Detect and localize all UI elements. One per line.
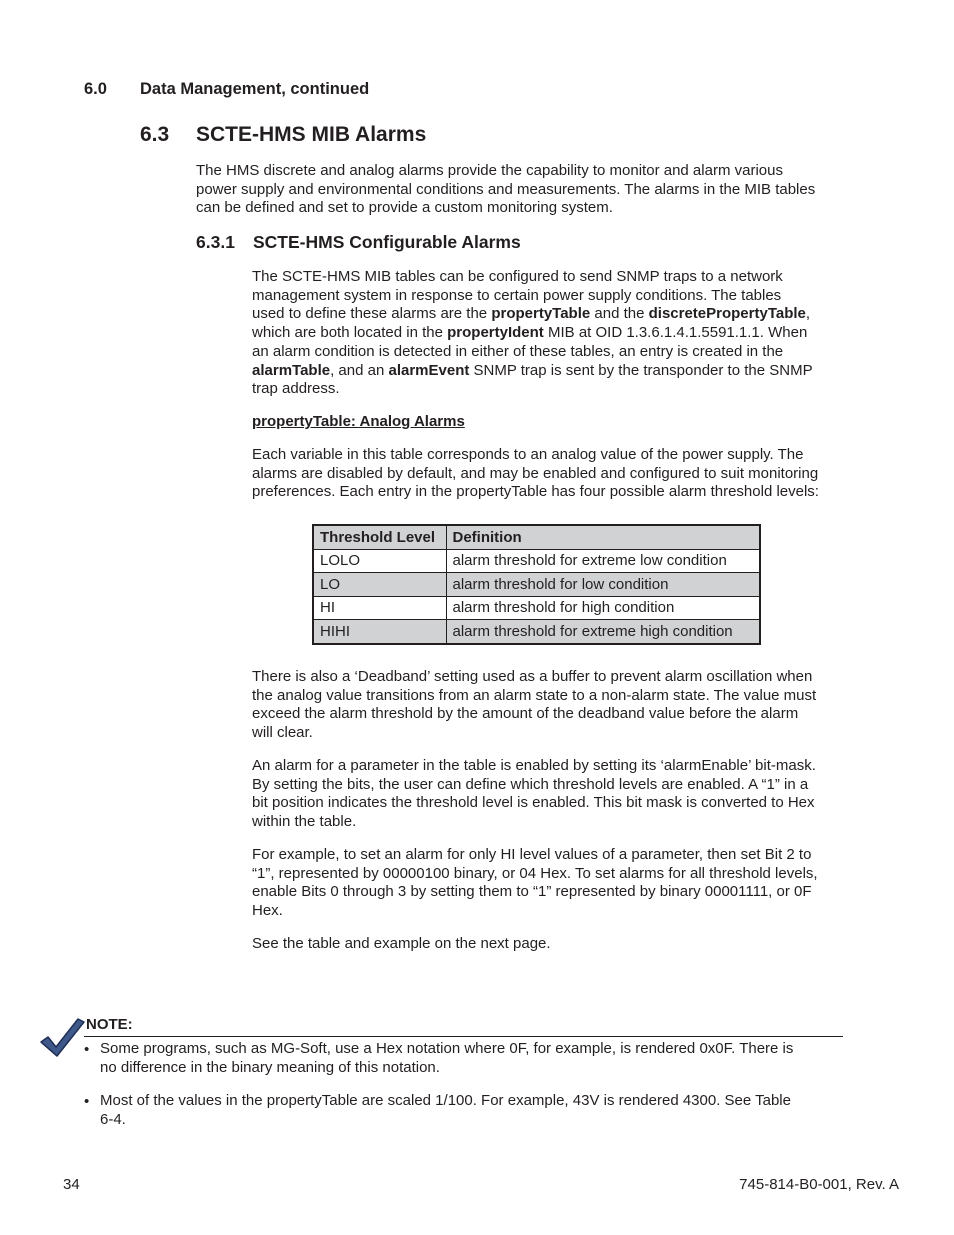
paragraph-snmp-traps	[252, 268, 852, 399]
checkmark-icon	[38, 1016, 86, 1058]
paragraph-example	[252, 846, 862, 921]
note-divider	[84, 1036, 843, 1037]
text-line: alarms are disabled by default, and may be enabled and configured to suit monitoring	[252, 464, 819, 482]
table-cell: HIHI	[313, 620, 446, 644]
term-alarm-event: alarmEvent	[388, 361, 470, 379]
text-run: , and an	[330, 361, 389, 379]
subsection-number: 6.3.1	[196, 232, 235, 252]
header-section-number: 6.0	[84, 80, 107, 98]
section-intro	[196, 162, 856, 218]
text-line: For example, to set an alarm for only HI level values of a parameter, then set Bit 2 to	[252, 846, 812, 863]
section-number: 6.3	[140, 123, 170, 146]
table-cell: alarm threshold for low condition	[446, 573, 760, 597]
text-line: an alarm condition is detected in either of these tables, an entry is created in the	[252, 342, 784, 360]
paragraph-analog-intro	[252, 446, 862, 502]
text-run: ,	[805, 305, 811, 323]
intro-line: power supply and environmental conditions and measurements. The alarms in the MIB tables	[196, 180, 816, 198]
table-cell: alarm threshold for extreme low condition	[446, 549, 760, 573]
note-bullet	[100, 1040, 840, 1077]
intro-line: can be defined and set to provide a custom monitoring system.	[196, 199, 613, 217]
section-title: SCTE-HMS MIB Alarms	[196, 123, 427, 146]
bullet-marker: •	[84, 1041, 90, 1058]
text-line: no difference in the binary meaning of this notation.	[100, 1058, 440, 1076]
text-line: bit position indicates the threshold level is enabled. This bit mask is converted to Hex	[252, 794, 815, 812]
bullet-marker: •	[84, 1093, 90, 1110]
text-line: Most of the values in the propertyTable are scaled 1/100. For example, 43V is rendered 4300. See Table	[100, 1092, 791, 1109]
table-row	[313, 549, 760, 573]
threshold-table	[312, 524, 761, 645]
table-row	[313, 596, 760, 620]
analog-alarms-heading: propertyTable: Analog Alarms	[252, 413, 465, 430]
text-line	[252, 305, 852, 324]
text-line: Each variable in this table corresponds to an analog value of the power supply. The	[252, 446, 804, 463]
text-line: An alarm for a parameter in the table is enabled by setting its ‘alarmEnable’ bit-mask.	[252, 757, 816, 774]
paragraph-alarm-enable	[252, 757, 862, 832]
text-run: and the	[590, 305, 649, 323]
text-line: 6-4.	[100, 1110, 126, 1128]
table-header-row	[313, 525, 760, 549]
text-run: SNMP trap is sent by the transponder to the SNMP	[469, 361, 813, 379]
table-cell: alarm threshold for extreme high condition	[446, 620, 760, 644]
table-cell: LOLO	[313, 549, 446, 573]
text-line: trap address.	[252, 380, 340, 398]
paragraph-deadband	[252, 668, 862, 743]
text-line: The SCTE-HMS MIB tables can be configured to send SNMP traps to a network	[252, 268, 783, 285]
text-line: enable Bits 0 through 3 by setting them to “1” represented by binary 00001111, or 0F	[252, 883, 812, 901]
table-cell: HI	[313, 596, 446, 620]
text-line: preferences. Each entry in the propertyTable has four possible alarm threshold levels:	[252, 483, 819, 501]
text-line: exceed the alarm threshold by the amount of the deadband value before the alarm	[252, 705, 799, 723]
paragraph-see-next-page: See the table and example on the next page.	[252, 935, 551, 952]
text-line	[252, 362, 852, 381]
text-run: used to define these alarms are the	[252, 305, 492, 323]
column-header-definition: Definition	[446, 525, 760, 549]
text-line: “1”, represented by 00000100 binary, or 04 Hex. To set alarms for all threshold levels,	[252, 864, 818, 882]
text-line: management system in response to certain power supply conditions. The tables	[252, 286, 782, 304]
header-section-title: Data Management, continued	[140, 80, 370, 98]
text-line	[252, 324, 852, 343]
term-alarm-table: alarmTable	[252, 361, 331, 379]
text-line: the analog value transitions from an alarm state to a non-alarm state. The value must	[252, 686, 817, 704]
document-number: 745-814-B0-001, Rev. A	[739, 1176, 899, 1193]
text-line: will clear.	[252, 724, 313, 742]
column-header-threshold-level: Threshold Level	[313, 525, 446, 549]
text-line: There is also a ‘Deadband’ setting used as a buffer to prevent alarm oscillation when	[252, 668, 813, 685]
table-row	[313, 573, 760, 597]
text-line: By setting the bits, the user can define which threshold levels are enabled. A “1” in a	[252, 775, 809, 793]
page-number: 34	[63, 1176, 80, 1193]
text-run: which are both located in the	[252, 324, 448, 342]
note-bullet	[100, 1092, 840, 1129]
table-row	[313, 620, 760, 644]
table-cell: alarm threshold for high condition	[446, 596, 760, 620]
text-line: within the table.	[252, 813, 357, 831]
term-discrete-property-table: discretePropertyTable	[648, 305, 806, 323]
subsection-title: SCTE-HMS Configurable Alarms	[253, 232, 521, 252]
term-property-ident: propertyIdent	[447, 324, 544, 342]
note-label: NOTE:	[86, 1016, 133, 1033]
text-run: MIB at OID 1.3.6.1.4.1.5591.1.1. When	[543, 324, 808, 342]
table-cell: LO	[313, 573, 446, 597]
intro-line: The HMS discrete and analog alarms provide the capability to monitor and alarm various	[196, 162, 783, 179]
text-line: Hex.	[252, 902, 283, 920]
term-property-table: propertyTable	[491, 305, 591, 323]
text-line: Some programs, such as MG-Soft, use a Hex notation where 0F, for example, is rendered 0x0F. There is	[100, 1040, 794, 1057]
